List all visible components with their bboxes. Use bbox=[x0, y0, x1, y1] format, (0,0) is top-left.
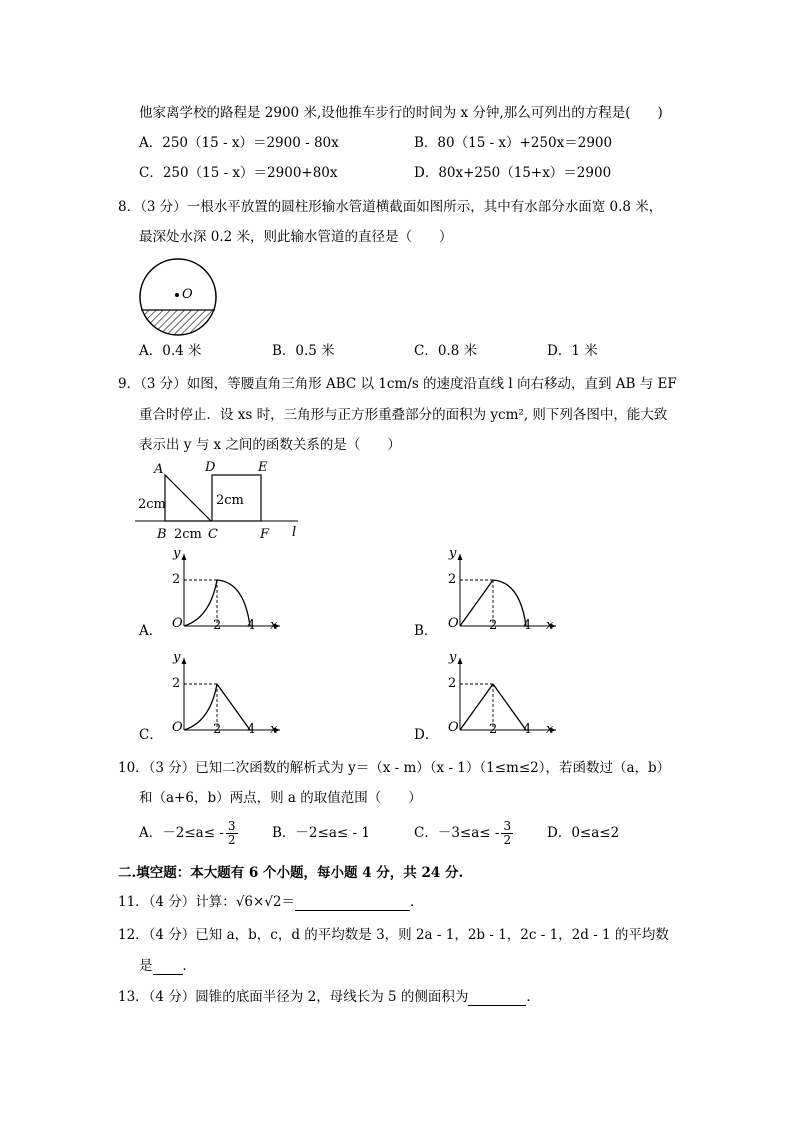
graph-b-y: y bbox=[449, 546, 457, 561]
line-d-fall bbox=[493, 684, 526, 730]
q9-stem-line2: 重合时停止．设 xs 时，三角形与正方形重叠部分的面积为 ycm², 则下列各图中，能大致 bbox=[139, 407, 668, 423]
graph-b-x4: 4 bbox=[523, 618, 532, 633]
graph-b-x: x bbox=[546, 618, 554, 633]
q7-option-a: A．250（15 - x）＝2900 - 80x bbox=[139, 135, 339, 151]
graph-c-x4: 4 bbox=[247, 722, 256, 737]
q8-pipe-figure bbox=[133, 255, 223, 340]
label-2cm-left: 2cm bbox=[138, 497, 166, 512]
q10-option-c: C．－3≤a≤ - $\frac{3}{2}$ bbox=[414, 819, 512, 847]
graph-a-ytick: 2 bbox=[172, 572, 181, 587]
graph-a bbox=[160, 548, 290, 638]
q10-stem-line1: 10．（3 分）已知二次函数的解析式为 y＝（x - m）（x - 1）（1≤m≤2），若函数过（a，b） bbox=[118, 760, 671, 776]
q8-option-d: D．1 米 bbox=[547, 343, 598, 359]
section-2-title: 二.填空题：本大题有 6 个小题，每小题 4 分，共 24 分. bbox=[118, 865, 464, 881]
q8-stem-line2: 最深处水深 0.2 米，则此输水管道的直径是（ ） bbox=[139, 229, 453, 245]
q11-answer-blank[interactable] bbox=[295, 896, 410, 911]
graph-b-x2: 2 bbox=[489, 618, 498, 633]
graph-d-x2: 2 bbox=[489, 722, 498, 737]
graph-c-x: x bbox=[270, 722, 278, 737]
graph-d-y: y bbox=[449, 650, 457, 665]
graph-a-origin: O bbox=[172, 616, 183, 631]
graph-d-label: D． bbox=[414, 727, 439, 743]
graph-d-x4: 4 bbox=[523, 722, 532, 737]
q10-option-d: D．0≤a≤2 bbox=[547, 825, 620, 841]
graph-a-x2: 2 bbox=[213, 618, 222, 633]
graph-a-x: x bbox=[270, 618, 278, 633]
center-dot bbox=[175, 293, 179, 297]
q11: 11．（4 分）计算：√6×√2＝ ． bbox=[118, 894, 424, 910]
q7-option-b: B．80（15 - x）+250x＝2900 bbox=[414, 135, 613, 151]
q7-option-c: C．250（15 - x）＝2900+80x bbox=[139, 165, 338, 181]
q12-line2: 是 ． bbox=[139, 958, 196, 974]
q10-stem-line2: 和（a+6，b）两点，则 a 的取值范围（ ） bbox=[139, 790, 422, 806]
graph-c-origin: O bbox=[172, 720, 183, 735]
q8-option-a: A．0.4 米 bbox=[139, 343, 202, 359]
graph-b-origin: O bbox=[448, 616, 459, 631]
q8-option-b: B．0.5 米 bbox=[272, 343, 335, 359]
graph-c-label: C． bbox=[139, 727, 163, 743]
label-b: B bbox=[157, 527, 167, 542]
q10-option-b: B．－2≤a≤ - 1 bbox=[272, 825, 370, 841]
line-c-fall bbox=[217, 684, 250, 730]
graph-d-x: x bbox=[546, 722, 554, 737]
graph-c-x2: 2 bbox=[213, 722, 222, 737]
graph-a-x4: 4 bbox=[247, 618, 256, 633]
graph-d-ytick: 2 bbox=[448, 676, 457, 691]
q9-stem-line3: 表示出 y 与 x 之间的函数关系的是（ ） bbox=[139, 437, 401, 453]
q7-stem-tail: 他家离学校的路程是 2900 米,设他推车步行的时间为 x 分钟,那么可列出的方程是( ) bbox=[139, 105, 663, 121]
curve-a-fall bbox=[217, 580, 250, 626]
graph-c-y: y bbox=[173, 650, 181, 665]
graph-c-ytick: 2 bbox=[172, 676, 181, 691]
label-a: A bbox=[154, 462, 164, 477]
graph-d-origin: O bbox=[448, 720, 459, 735]
q8-option-c: C．0.8 米 bbox=[414, 343, 478, 359]
q8-center-label: O bbox=[182, 287, 193, 302]
label-2cm-bottom: 2cm bbox=[174, 527, 202, 542]
q8-stem-line1: 8．（3 分）一根水平放置的圆柱形输水管道横截面如图所示，其中有水部分水面宽 0.8 米， bbox=[118, 199, 663, 215]
q10-option-a: A．－2≤a≤ - $\frac{3}{2}$ bbox=[139, 819, 236, 847]
q7-option-d: D．80x+250（15+x）＝2900 bbox=[414, 165, 612, 181]
graph-a-y: y bbox=[173, 546, 181, 561]
graph-a-label: A． bbox=[139, 623, 163, 639]
triangle-abc bbox=[165, 475, 211, 521]
q12-line1: 12．（4 分）已知 a，b，c，d 的平均数是 3，则 2a - 1，2b - 1，2c - 1，2d - 1 的平均数 bbox=[118, 927, 669, 943]
label-2cm-square: 2cm bbox=[216, 493, 244, 508]
label-f: F bbox=[260, 527, 270, 542]
q13: 13．（4 分）圆锥的底面半径为 2，母线长为 5 的侧面积为 ． bbox=[118, 989, 540, 1005]
label-c: C bbox=[208, 527, 218, 542]
q13-answer-blank[interactable] bbox=[468, 991, 526, 1006]
graph-b bbox=[436, 548, 566, 638]
graph-b-label: B． bbox=[414, 623, 438, 639]
graph-c bbox=[160, 652, 290, 742]
q9-stem-line1: 9．（3 分）如图，等腰直角三角形 ABC 以 1cm/s 的速度沿直线 l 向右移动，直到 AB 与 EF bbox=[118, 376, 677, 392]
label-e: E bbox=[258, 460, 268, 475]
graph-d bbox=[436, 652, 566, 742]
curve-b-fall bbox=[493, 580, 526, 626]
graph-b-ytick: 2 bbox=[448, 572, 457, 587]
q12-answer-blank[interactable] bbox=[153, 960, 183, 975]
label-d: D bbox=[205, 460, 216, 475]
label-l: l bbox=[292, 525, 297, 540]
